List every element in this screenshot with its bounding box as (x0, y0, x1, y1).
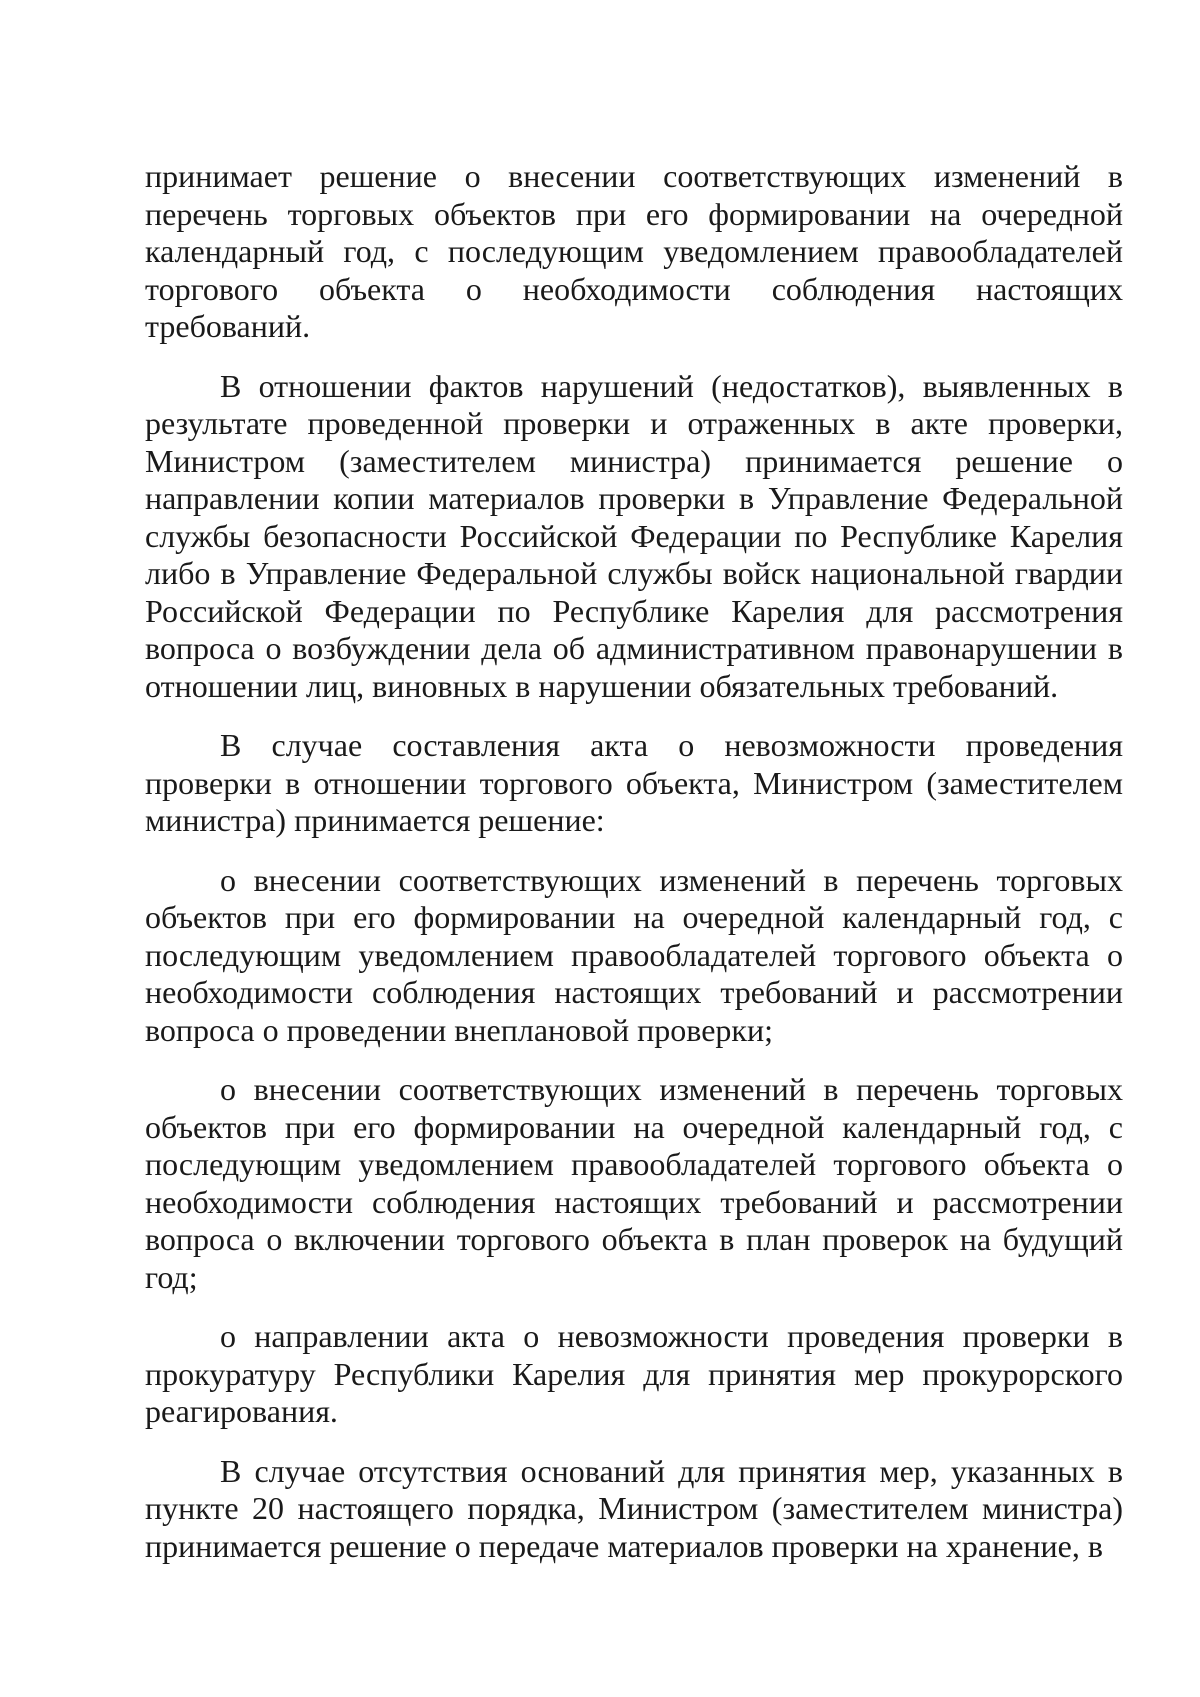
paragraph-option-unscheduled-check: о внесении соответствующих изменений в перечень торговых объектов при его формировании на очередной календарный год, с последующим уведомлением правообладателей торгового объекта о необходимости соблюдения настоящих требований и рассмотрении вопроса о проведении внеплановой проверки; (145, 861, 1123, 1048)
document-body (145, 158, 1123, 1587)
paragraph-impossibility-act: В случае составления акта о невозможности проведения проверки в отношении торгового объекта, Министром (заместителем министра) принимается решение: (145, 727, 1123, 838)
paragraph-no-grounds: В случае отсутствия оснований для принятия мер, указанных в пункте 20 настоящего порядка, Министром (заместителем министра) принимается решение о передаче материалов проверки на хранение, в (145, 1452, 1123, 1564)
paragraph-option-prosecutor: о направлении акта о невозможности проведения проверки в прокуратуру Республики Карелия для принятия мер прокурорского реагирования. (145, 1318, 1123, 1429)
paragraph-option-plan-next-year: о внесении соответствующих изменений в перечень торговых объектов при его формировании на очередной календарный год, с последующим уведомлением правообладателей торгового объекта о необходимости соблюдения настоящих требований и рассмотрении вопроса о включении торгового объекта в план проверок на будущий год; (145, 1071, 1123, 1295)
paragraph-continuation: принимает решение о внесении соответствующих изменений в перечень торговых объектов при его формировании на очередной календарный год, с последующим уведомлением правообладателей торгового объекта о необходимости соблюдения настоящих требований. (145, 158, 1123, 344)
paragraph-violations: В отношении фактов нарушений (недостатков), выявленных в результате проведенной проверки и отраженных в акте проверки, Министром (заместителем министра) принимается решение о направлении копии материалов проверки в Управление Федеральной службы безопасности Российской Федерации по Республике Карелия либо в Управление Федеральной службы войск национальной гвардии Российской Федерации по Республике Карелия для рассмотрения вопроса о возбуждении дела об административном правонарушении в отношении лиц, виновных в нарушении обязательных требований. (145, 367, 1123, 704)
